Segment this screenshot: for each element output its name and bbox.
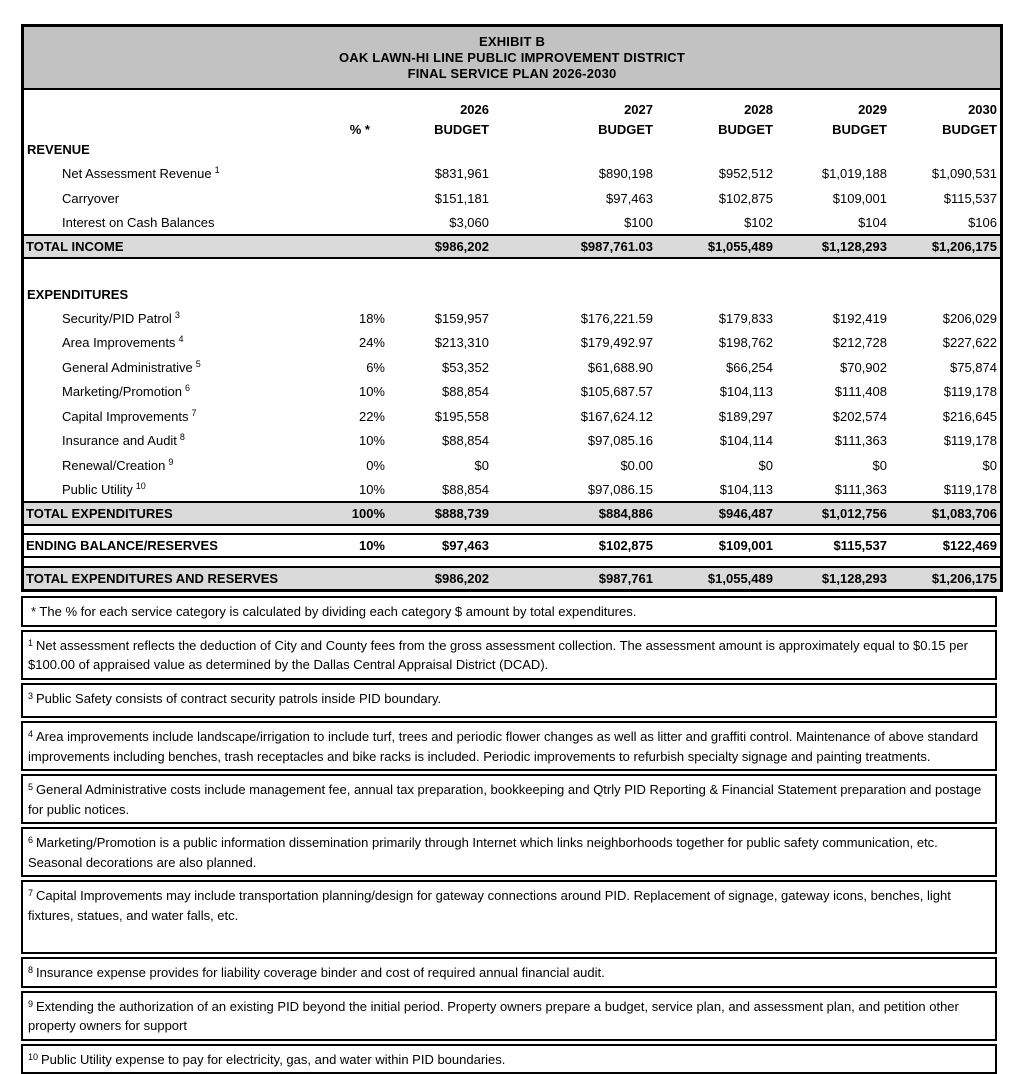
row-value: $97,463 bbox=[388, 535, 492, 556]
column-header-years bbox=[24, 100, 1000, 120]
row-pct: 10% bbox=[332, 381, 388, 403]
row-value: $66,254 bbox=[656, 357, 776, 379]
spacer-cell bbox=[24, 132, 332, 134]
row-label: TOTAL EXPENDITURES bbox=[24, 503, 332, 524]
footnote-text: Insurance expense provides for liability coverage binder and cost of required annual financial audit. bbox=[36, 965, 605, 980]
row-value: $61,688.90 bbox=[492, 357, 656, 379]
footnote bbox=[21, 1044, 997, 1074]
row-pct bbox=[332, 225, 388, 227]
row-value: $1,206,175 bbox=[890, 236, 1000, 257]
row-value: $884,886 bbox=[492, 503, 656, 524]
document-title-block bbox=[24, 27, 1000, 90]
footnote bbox=[21, 957, 997, 988]
row-value: $102 bbox=[656, 212, 776, 234]
table-row bbox=[24, 160, 1000, 185]
footnote-marker: 9 bbox=[28, 999, 33, 1009]
table-row bbox=[24, 476, 1000, 501]
row-value: $102,875 bbox=[656, 188, 776, 210]
footnote-ref: 10 bbox=[136, 481, 146, 491]
row-value: $1,206,175 bbox=[890, 568, 1000, 589]
row-value: $227,622 bbox=[890, 332, 1000, 354]
row-pct bbox=[332, 176, 388, 178]
table-row bbox=[24, 305, 1000, 330]
row-label: General Administrative $^5$ bbox=[24, 354, 332, 379]
row-value: $0 bbox=[656, 455, 776, 477]
section-revenue-label: REVENUE bbox=[24, 140, 1000, 160]
budget-table bbox=[24, 90, 1000, 589]
footnote-text: Area improvements include landscape/irrigation to include turf, trees and periodic flower changes as well as litter and graffiti control. Maintenance of above standard improvements including benches, trash receptacles and bike racks is included. Periodic improvements to refurbish specialty signage and painting treatments. bbox=[28, 729, 978, 764]
row-value: $104,113 bbox=[656, 381, 776, 403]
row-value: $890,198 bbox=[492, 163, 656, 185]
footnote-marker: 4 bbox=[28, 729, 33, 739]
row-value: $987,761 bbox=[492, 568, 656, 589]
row-value: $946,487 bbox=[656, 503, 776, 524]
row-value: $198,762 bbox=[656, 332, 776, 354]
table-row bbox=[24, 427, 1000, 452]
footnote-ref: 3 bbox=[175, 310, 180, 320]
footnote bbox=[21, 991, 997, 1041]
row-value: $1,012,756 bbox=[776, 503, 890, 524]
row-value: $3,060 bbox=[388, 212, 492, 234]
table-row bbox=[24, 378, 1000, 403]
row-value: $176,221.59 bbox=[492, 308, 656, 330]
row-value: $986,202 bbox=[388, 568, 492, 589]
row-pct: 0% bbox=[332, 455, 388, 477]
row-value: $104,114 bbox=[656, 430, 776, 452]
footnote-text: * The % for each service category is calculated by dividing each category $ amount by total expenditures. bbox=[31, 604, 636, 619]
footnote bbox=[21, 774, 997, 824]
column-header-budget bbox=[24, 120, 1000, 140]
row-value: $97,086.15 bbox=[492, 479, 656, 501]
footnote-text: Public Safety consists of contract security patrols inside PID boundary. bbox=[36, 691, 441, 706]
footnote bbox=[21, 880, 997, 954]
footnote-ref: 7 bbox=[191, 408, 196, 418]
total-expenditures-row bbox=[24, 501, 1000, 526]
table-row bbox=[24, 452, 1000, 477]
row-label: Insurance and Audit $^8$ bbox=[24, 427, 332, 452]
footnote-text: Capital Improvements may include transportation planning/design for gateway connections around PID. Replacement of signage, gateway icons, benches, light fixtures, statues, and water falls, etc. bbox=[28, 888, 951, 923]
row-label: Marketing/Promotion $^6$ bbox=[24, 378, 332, 403]
footnote bbox=[21, 721, 997, 771]
row-value: $1,019,188 bbox=[776, 163, 890, 185]
row-pct bbox=[332, 579, 388, 583]
footnote-marker: 8 bbox=[28, 965, 33, 975]
section-gap bbox=[24, 558, 1000, 566]
col-year-2026: 2026 bbox=[388, 100, 492, 120]
row-label: TOTAL INCOME bbox=[24, 236, 332, 257]
row-pct: 10% bbox=[332, 535, 388, 556]
footnotes-section bbox=[21, 593, 997, 1074]
row-value: $119,178 bbox=[890, 381, 1000, 403]
row-label: Interest on Cash Balances bbox=[24, 209, 332, 234]
table-row bbox=[24, 185, 1000, 210]
row-value: $1,090,531 bbox=[890, 163, 1000, 185]
row-label: Area Improvements $^4$ bbox=[24, 329, 332, 354]
row-value: $70,902 bbox=[776, 357, 890, 379]
budget-label: BUDGET bbox=[890, 120, 1000, 140]
footnote bbox=[21, 683, 997, 719]
row-pct: 100% bbox=[332, 503, 388, 524]
row-pct bbox=[332, 201, 388, 203]
row-value: $1,128,293 bbox=[776, 568, 890, 589]
footnote-ref: 5 bbox=[196, 359, 201, 369]
col-year-2028: 2028 bbox=[656, 100, 776, 120]
row-value: $97,463 bbox=[492, 188, 656, 210]
col-year-2030: 2030 bbox=[890, 100, 1000, 120]
footnote-marker: 5 bbox=[28, 782, 33, 792]
spacer-cell bbox=[24, 112, 332, 114]
footnote bbox=[21, 827, 997, 877]
footnote-marker: 3 bbox=[28, 691, 33, 701]
row-label: Security/PID Patrol $^3$ bbox=[24, 305, 332, 330]
plan-title: FINAL SERVICE PLAN 2026-2030 bbox=[24, 66, 1000, 82]
footnote-marker: 6 bbox=[28, 835, 33, 845]
section-gap bbox=[24, 259, 1000, 285]
budget-label: BUDGET bbox=[388, 120, 492, 140]
footnote-ref: 6 bbox=[185, 383, 190, 393]
row-value: $195,558 bbox=[388, 406, 492, 428]
row-value: $111,408 bbox=[776, 381, 890, 403]
row-value: $119,178 bbox=[890, 479, 1000, 501]
footnote-text: Marketing/Promotion is a public information dissemination primarily through Internet which links neighborhoods together for public safety communication, etc. Seasonal decorations are also planned. bbox=[28, 835, 938, 870]
row-value: $888,739 bbox=[388, 503, 492, 524]
footnote bbox=[21, 596, 997, 627]
row-value: $88,854 bbox=[388, 430, 492, 452]
row-value: $202,574 bbox=[776, 406, 890, 428]
row-value: $0 bbox=[776, 455, 890, 477]
row-value: $986,202 bbox=[388, 236, 492, 257]
row-value: $119,178 bbox=[890, 430, 1000, 452]
row-label: Capital Improvements $^7$ bbox=[24, 403, 332, 428]
section-expenditures-label: EXPENDITURES bbox=[24, 285, 1000, 305]
total-expenditures-reserves-row bbox=[24, 566, 1000, 589]
row-value: $102,875 bbox=[492, 535, 656, 556]
row-value: $97,085.16 bbox=[492, 430, 656, 452]
footnote-text: Public Utility expense to pay for electricity, gas, and water within PID boundaries. bbox=[41, 1052, 505, 1067]
row-label: Carryover bbox=[24, 185, 332, 210]
row-value: $213,310 bbox=[388, 332, 492, 354]
row-value: $111,363 bbox=[776, 479, 890, 501]
row-value: $109,001 bbox=[776, 188, 890, 210]
pct-column-header: % * bbox=[332, 120, 388, 140]
row-value: $53,352 bbox=[388, 357, 492, 379]
row-value: $1,055,489 bbox=[656, 568, 776, 589]
exhibit-document bbox=[21, 24, 1003, 592]
row-value: $151,181 bbox=[388, 188, 492, 210]
footnote-ref: 9 bbox=[168, 457, 173, 467]
table-row bbox=[24, 329, 1000, 354]
row-value: $987,761.03 bbox=[492, 236, 656, 257]
row-label: Renewal/Creation $^9$ bbox=[24, 452, 332, 477]
exhibit-label: EXHIBIT B bbox=[24, 34, 1000, 50]
footnote-text: Net assessment reflects the deduction of City and County fees from the gross assessment collection. The assessment amount is approximately equal to $0.15 per $100.00 of appraised value as determined by the Dallas Central Appraisal District (DCAD). bbox=[28, 638, 968, 673]
footnote-marker: 7 bbox=[28, 888, 33, 898]
row-value: $88,854 bbox=[388, 479, 492, 501]
row-value: $100 bbox=[492, 212, 656, 234]
col-year-2027: 2027 bbox=[492, 100, 656, 120]
footnote-text: General Administrative costs include management fee, annual tax preparation, bookkeeping and Qtrly PID Reporting & Financial Statement preparation and postage for public notices. bbox=[28, 782, 981, 817]
row-value: $115,537 bbox=[776, 535, 890, 556]
footnote-text: Extending the authorization of an existing PID beyond the initial period. Property owners prepare a budget, service plan, and assessment plan, and petition other property owners for support bbox=[28, 999, 959, 1034]
row-value: $952,512 bbox=[656, 163, 776, 185]
row-label: Net Assessment Revenue $^1$ bbox=[24, 160, 332, 185]
row-pct: 18% bbox=[332, 308, 388, 330]
row-label: ENDING BALANCE/RESERVES bbox=[24, 535, 332, 556]
footnote bbox=[21, 630, 997, 680]
row-value: $1,083,706 bbox=[890, 503, 1000, 524]
row-value: $189,297 bbox=[656, 406, 776, 428]
row-value: $179,833 bbox=[656, 308, 776, 330]
row-value: $115,537 bbox=[890, 188, 1000, 210]
footnote-marker: 10 bbox=[28, 1052, 38, 1062]
row-value: $831,961 bbox=[388, 163, 492, 185]
footnote-ref: 8 bbox=[180, 432, 185, 442]
table-row bbox=[24, 354, 1000, 379]
row-value: $179,492.97 bbox=[492, 332, 656, 354]
row-value: $106 bbox=[890, 212, 1000, 234]
row-value: $0.00 bbox=[492, 455, 656, 477]
table-row bbox=[24, 403, 1000, 428]
row-pct: 24% bbox=[332, 332, 388, 354]
row-pct: 10% bbox=[332, 430, 388, 452]
row-value: $122,469 bbox=[890, 535, 1000, 556]
ending-balance-row bbox=[24, 533, 1000, 558]
budget-label: BUDGET bbox=[776, 120, 890, 140]
row-value: $88,854 bbox=[388, 381, 492, 403]
row-pct bbox=[332, 247, 388, 251]
row-label: TOTAL EXPENDITURES AND RESERVES bbox=[24, 568, 332, 589]
row-value: $159,957 bbox=[388, 308, 492, 330]
row-value: $0 bbox=[388, 455, 492, 477]
row-value: $104,113 bbox=[656, 479, 776, 501]
row-value: $0 bbox=[890, 455, 1000, 477]
district-name: OAK LAWN-HI LINE PUBLIC IMPROVEMENT DISTRICT bbox=[24, 50, 1000, 66]
row-value: $109,001 bbox=[656, 535, 776, 556]
table-row bbox=[24, 209, 1000, 234]
row-value: $192,419 bbox=[776, 308, 890, 330]
row-value: $1,055,489 bbox=[656, 236, 776, 257]
row-pct: 6% bbox=[332, 357, 388, 379]
section-gap bbox=[24, 526, 1000, 533]
total-income-row bbox=[24, 234, 1000, 259]
row-value: $111,363 bbox=[776, 430, 890, 452]
footnote-ref: 4 bbox=[178, 334, 183, 344]
budget-label: BUDGET bbox=[492, 120, 656, 140]
row-pct: 10% bbox=[332, 479, 388, 501]
row-value: $167,624.12 bbox=[492, 406, 656, 428]
budget-label: BUDGET bbox=[656, 120, 776, 140]
row-value: $1,128,293 bbox=[776, 236, 890, 257]
row-pct: 22% bbox=[332, 406, 388, 428]
row-value: $105,687.57 bbox=[492, 381, 656, 403]
row-value: $75,874 bbox=[890, 357, 1000, 379]
row-value: $206,029 bbox=[890, 308, 1000, 330]
col-year-2029: 2029 bbox=[776, 100, 890, 120]
row-value: $104 bbox=[776, 212, 890, 234]
spacer-cell bbox=[332, 112, 388, 114]
footnote-ref: 1 bbox=[215, 165, 220, 175]
row-label: Public Utility $^{10}$ bbox=[24, 476, 332, 501]
footnote-marker: 1 bbox=[28, 638, 33, 648]
row-value: $212,728 bbox=[776, 332, 890, 354]
row-value: $216,645 bbox=[890, 406, 1000, 428]
